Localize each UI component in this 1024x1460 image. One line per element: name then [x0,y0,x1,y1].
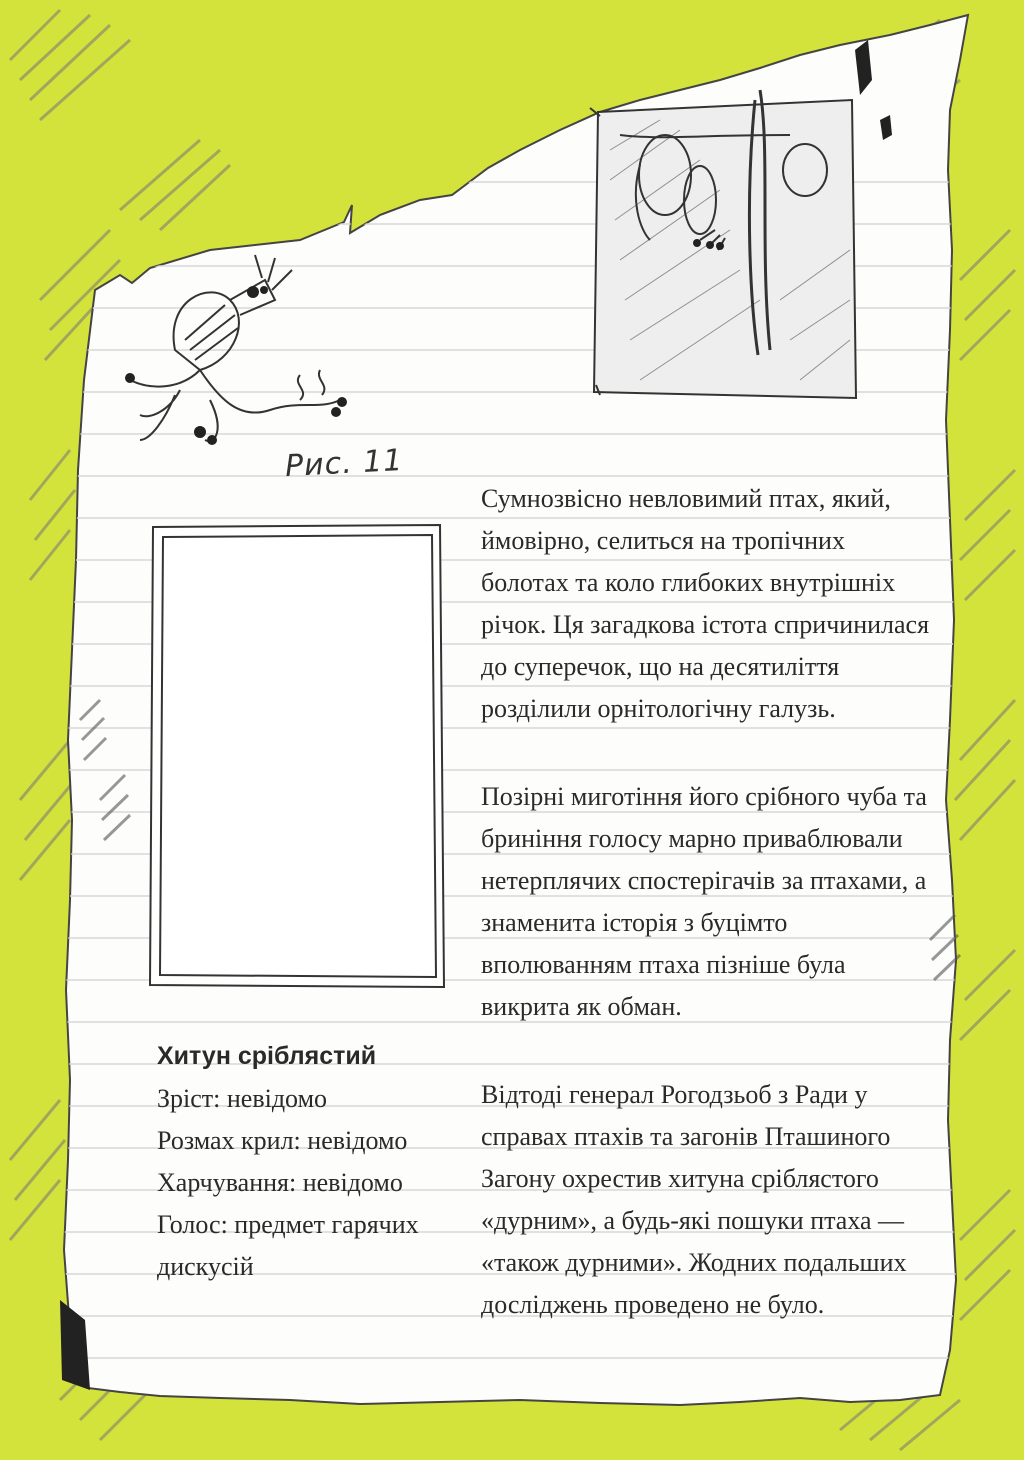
species-fact-height: Зріст: невідомо [157,1084,328,1113]
species-fact-diet: Харчування: невідомо [157,1168,403,1197]
species-fact-wingspan: Розмах крил: невідомо [157,1126,408,1155]
figure-caption: Рис. 11 [284,442,405,485]
description-paragraph-1: Сумнозвісно невловимий птах, який, ймовірно, селиться на тропічних болотах та коло глибоких внутрішніх річок. Ця загадкова істота спричинилася до суперечок, що на десятиліття розділили орнітологічну галузь. [481,484,930,723]
description-paragraph-2: Позірні миготіння його срібного чуба та бриніння голосу марно приваблювали нетерплячих спостерігачів за птахами, а знаменита історія з буцімто вполюванням птаха пізніше була викрита як обман. [481,782,927,1021]
species-card [157,1034,457,1288]
species-fact-voice: Голос: предмет гарячих дискусій [157,1210,419,1281]
species-name: Хитун сріблястий [157,1042,377,1070]
description-paragraph-3: Відтоді генерал Рогодзьоб з Ради у справах птахів та загонів Пташиного Загону охрестив хитуна сріблястого «дурним», а будь-які пошуки птаха — «також дурними». Жодних подальших досліджень проведено не було. [481,1080,907,1319]
